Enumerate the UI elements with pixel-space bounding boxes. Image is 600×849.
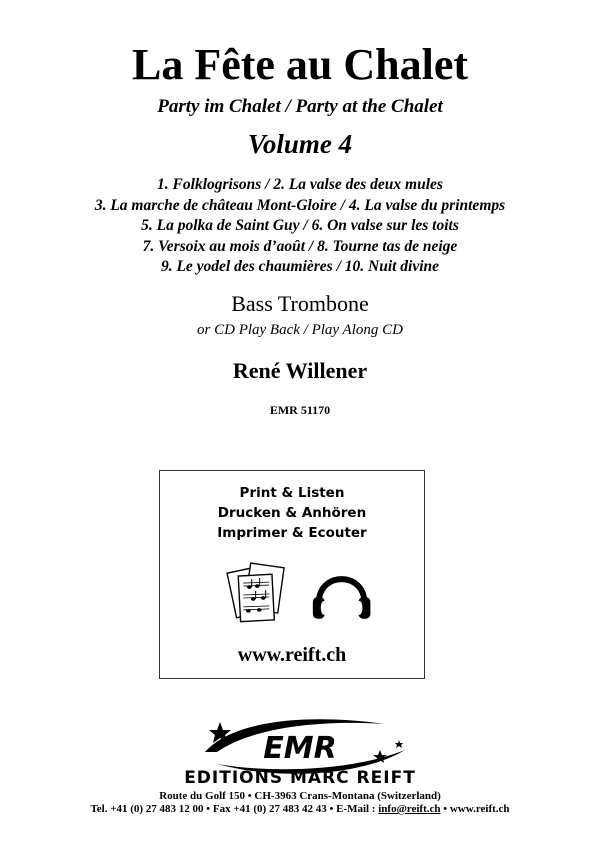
print-listen-line: Print & Listen: [239, 485, 345, 501]
logo-mark: EMR: [263, 731, 337, 766]
track-line: 3. La marche de château Mont-Gloire / 4. La valse du printemps: [94, 196, 506, 214]
box-website: www.reift.ch: [237, 644, 347, 666]
track-line: 1. Folklogrisons / 2. La valse des deux mules: [157, 176, 443, 193]
track-line: 9. Le yodel des chaumières / 10. Nuit divine: [160, 258, 440, 275]
track-line: 7. Versoix au mois d’août / 8. Tourne tas de neige: [142, 237, 458, 255]
contact-email-link[interactable]: info@reift.ch: [378, 803, 441, 815]
print-listen-box: [159, 470, 425, 679]
contact-phone-fax: Tel. +41 (0) 27 483 12 00 • Fax +41 (0) 27 483 42 43 • E-Mail :: [90, 803, 376, 815]
print-listen-line: Imprimer & Ecouter: [217, 525, 367, 541]
subtitle: Party im Chalet / Party at the Chalet: [157, 96, 443, 117]
instrument-subtitle: or CD Play Back / Play Along CD: [197, 322, 403, 338]
track-line: 5. La polka de Saint Guy / 6. On valse sur les toits: [141, 217, 459, 234]
page-title: La Fête au Chalet: [131, 40, 469, 89]
box-icons: [160, 559, 424, 629]
print-listen-line: Drucken & Anhören: [217, 505, 367, 521]
publisher-contact: [0, 803, 600, 816]
track-list: [0, 175, 600, 278]
contact-website: • www.reift.ch: [443, 803, 510, 815]
publisher-address: Route du Golf 150 • CH-3963 Crans-Montana (Switzerland): [159, 790, 441, 802]
headphones-icon: [313, 579, 371, 619]
print-listen-text: [160, 483, 424, 543]
publisher-name: EDITIONS MARC REIFT: [184, 768, 416, 788]
volume-label: Volume 4: [247, 129, 353, 159]
instrument-name: Bass Trombone: [231, 291, 369, 316]
catalog-number: EMR 51170: [269, 403, 331, 417]
composer-name: René Willener: [232, 358, 368, 383]
sheet-music-icon: [227, 563, 284, 622]
